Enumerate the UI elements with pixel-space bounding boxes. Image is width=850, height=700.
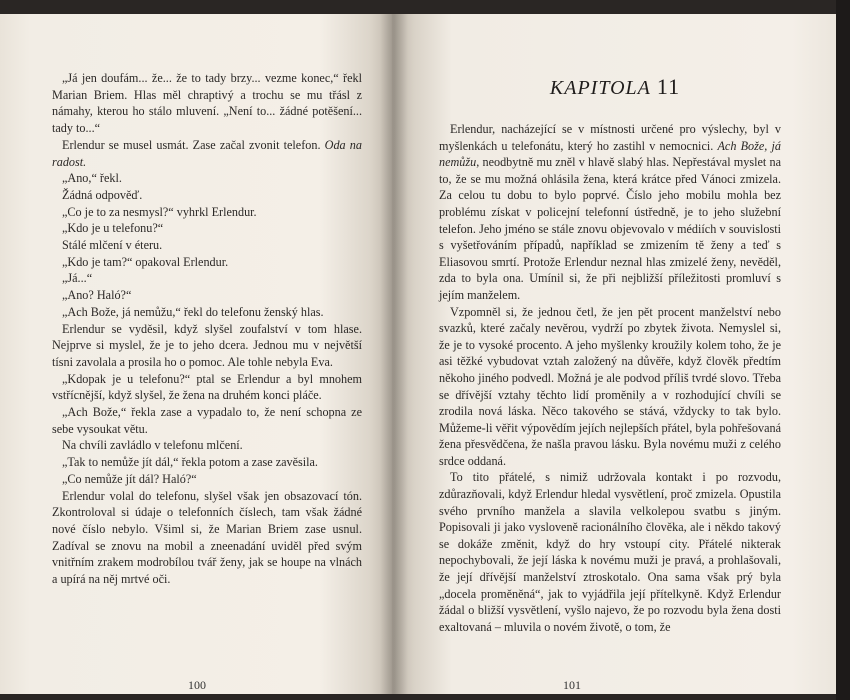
paragraph: To tito přátelé, s nimiž udržovala kontakt i po rozvodu, zdůrazňovali, když Erlendur hledal vysvětlení, proč zmizela. Opustila svého prvního manžela a slavila velkolepou svatbu s jiným. Popisovali ji jako vysloveně racionálního člověka, ale i někdo takový se dokáže změnit, když do hry vstoupí city. Přátelé nikterak nepochybovali, že její láska k novému muži je pravá, a prohlašovali, že její dřívější manželství ztroskotalo. Ona sama však prý byla „docela proměněná“, jak to vyjádřila její přítelkyně. Když Erlendur žádal o bližší vysvětlení, vyšlo najevo, že po rozvodu byla žena dosti exaltovaná – mluvila o novém životě, o tom, že	[439, 470, 781, 634]
paragraph: Erlendur se vyděsil, když slyšel zoufalství v tom hlase. Nejprve si myslel, že je to jeho dcera. Jednou mu v největší tísni zavolala a prosila ho o pomoc. Ale tohle nebyla Eva.	[52, 321, 362, 369]
paragraph: „Já jen doufám... že... že to tady brzy... vezme konec,“ řekl Marian Briem. Hlas měl chraptivý a trochu se mu třásl z námahy, kterou ho stálo mluvení. „Není to... žádné potěšení... tady to...“	[52, 71, 362, 136]
left-page	[0, 14, 392, 694]
paragraph: „Tak to nemůže jít dál,“ řekla potom a zase zavěsila.	[62, 455, 318, 470]
italic-text: Ach Bože, já nemůžu	[439, 138, 781, 170]
paragraph: „Ach Bože, já nemůžu,“ řekl do telefonu ženský hlas.	[62, 304, 324, 319]
paragraph-text: , neodbytně mu zněl v hlavě slabý hlas. Nepřestával myslet na to, že se mu možná ohlásila žena, která krátce před Vánoci zmizela. Za celou tu dobu to bylo poprvé. Číslo jeho mobilu mohla bez problému získat v policejní telefonní ústředně, je to jeho služební telefon. Jeho jméno se stále znovu objevovalo v médiích v souvislosti s vyšetřováním případů, například se zmizením tě ženy a teď s Eliasovou smrtí. Protože Erlendur neznal hlas zmizelé ženy, nevěděl, zda to byla ona. Umínil si, že při nejbližší příležitosti promluví s jejím manželem.	[439, 155, 781, 302]
paragraph: „Ano,“ řekl.	[62, 171, 122, 186]
paragraph: Erlendur volal do telefonu, slyšel však jen obsazovací tón. Zkontroloval si údaje o telefonních číslech, tam však žádné nové číslo nebylo. Všiml si, že Marian Briem zase usnul. Zadíval se znovu na mobil a zneenadání uviděl před svým vnitřním zrakem modrobílou tvář ženy, jak se houpe na vlnách a upírá na něj mrtvé oči.	[52, 488, 362, 587]
paragraph	[52, 137, 362, 170]
paragraph: „Kdo je tam?“ opakoval Erlendur.	[62, 254, 229, 269]
italic-text: Oda na radost.	[52, 137, 362, 169]
paragraph: „Kdo je u telefonu?“	[62, 221, 164, 236]
paragraph: Žádná odpověď.	[62, 187, 143, 202]
left-page-text	[52, 70, 362, 588]
book-spine	[380, 14, 408, 694]
chapter-label: KAPITOLA	[549, 77, 651, 99]
paragraph: „Co je to za nesmysl?“ vyhrkl Erlendur.	[62, 204, 257, 219]
paragraph: Vzpomněl si, že jednou četl, že jen pět procent manželství nebo svazků, které začaly nevěrou, vydrží po zbytek života. Nemyslel si, že je to vysoké procento. A jeho myšlenky kroužily kolem toho, že je asi těžké vybudovat vztah založený na důvěře, když člověk předtím někoho jiného podvedl. Možná je ale podvod příliš tvrdé slovo. Třeba se dřívější vztahy těchto lidí proměnily a v rozhodující chvíli se zrodila nová láska. Něco takového se stává, vždycky to tak bylo. Můžeme-li věřit výpovědím jejích nejlepších přátel, byla pohřešovaná žena přesvědčena, že našla pravou lásku. Byla novému muži z celého srdce oddaná.	[439, 304, 781, 468]
paragraph	[439, 121, 781, 304]
right-page-text	[439, 121, 781, 635]
background-edge	[836, 0, 850, 700]
paragraph: „Kdopak je u telefonu?“ ptal se Erlendur a byl mnohem vstřícnější, když slyšel, že žena na druhém konci pláče.	[52, 371, 362, 403]
paragraph-text: Erlendur, nacházející se v místnosti určené pro výslechy, byl v myšlenkách u telefonátu, který ho zastihl v nemocnici.	[439, 122, 781, 153]
paragraph: „Co nemůže jít dál? Haló?“	[62, 471, 197, 486]
paragraph-text: Erlendur se musel usmát. Zase začal zvonit telefon.	[62, 137, 325, 152]
chapter-heading	[392, 74, 838, 100]
chapter-number: 11	[656, 74, 681, 99]
page-number-right: 101	[563, 678, 581, 692]
page-number-left: 100	[188, 678, 206, 692]
paragraph: „Já...“	[62, 271, 93, 286]
paragraph: „Ach Bože,“ řekla zase a vypadalo to, že není schopna ze sebe vysoukat větu.	[52, 405, 362, 436]
paragraph: „Ano? Haló?“	[62, 288, 132, 303]
paragraph: Stálé mlčení v éteru.	[62, 238, 163, 253]
right-page	[392, 14, 838, 694]
paragraph: Na chvíli zavládlo v telefonu mlčení.	[62, 438, 243, 453]
